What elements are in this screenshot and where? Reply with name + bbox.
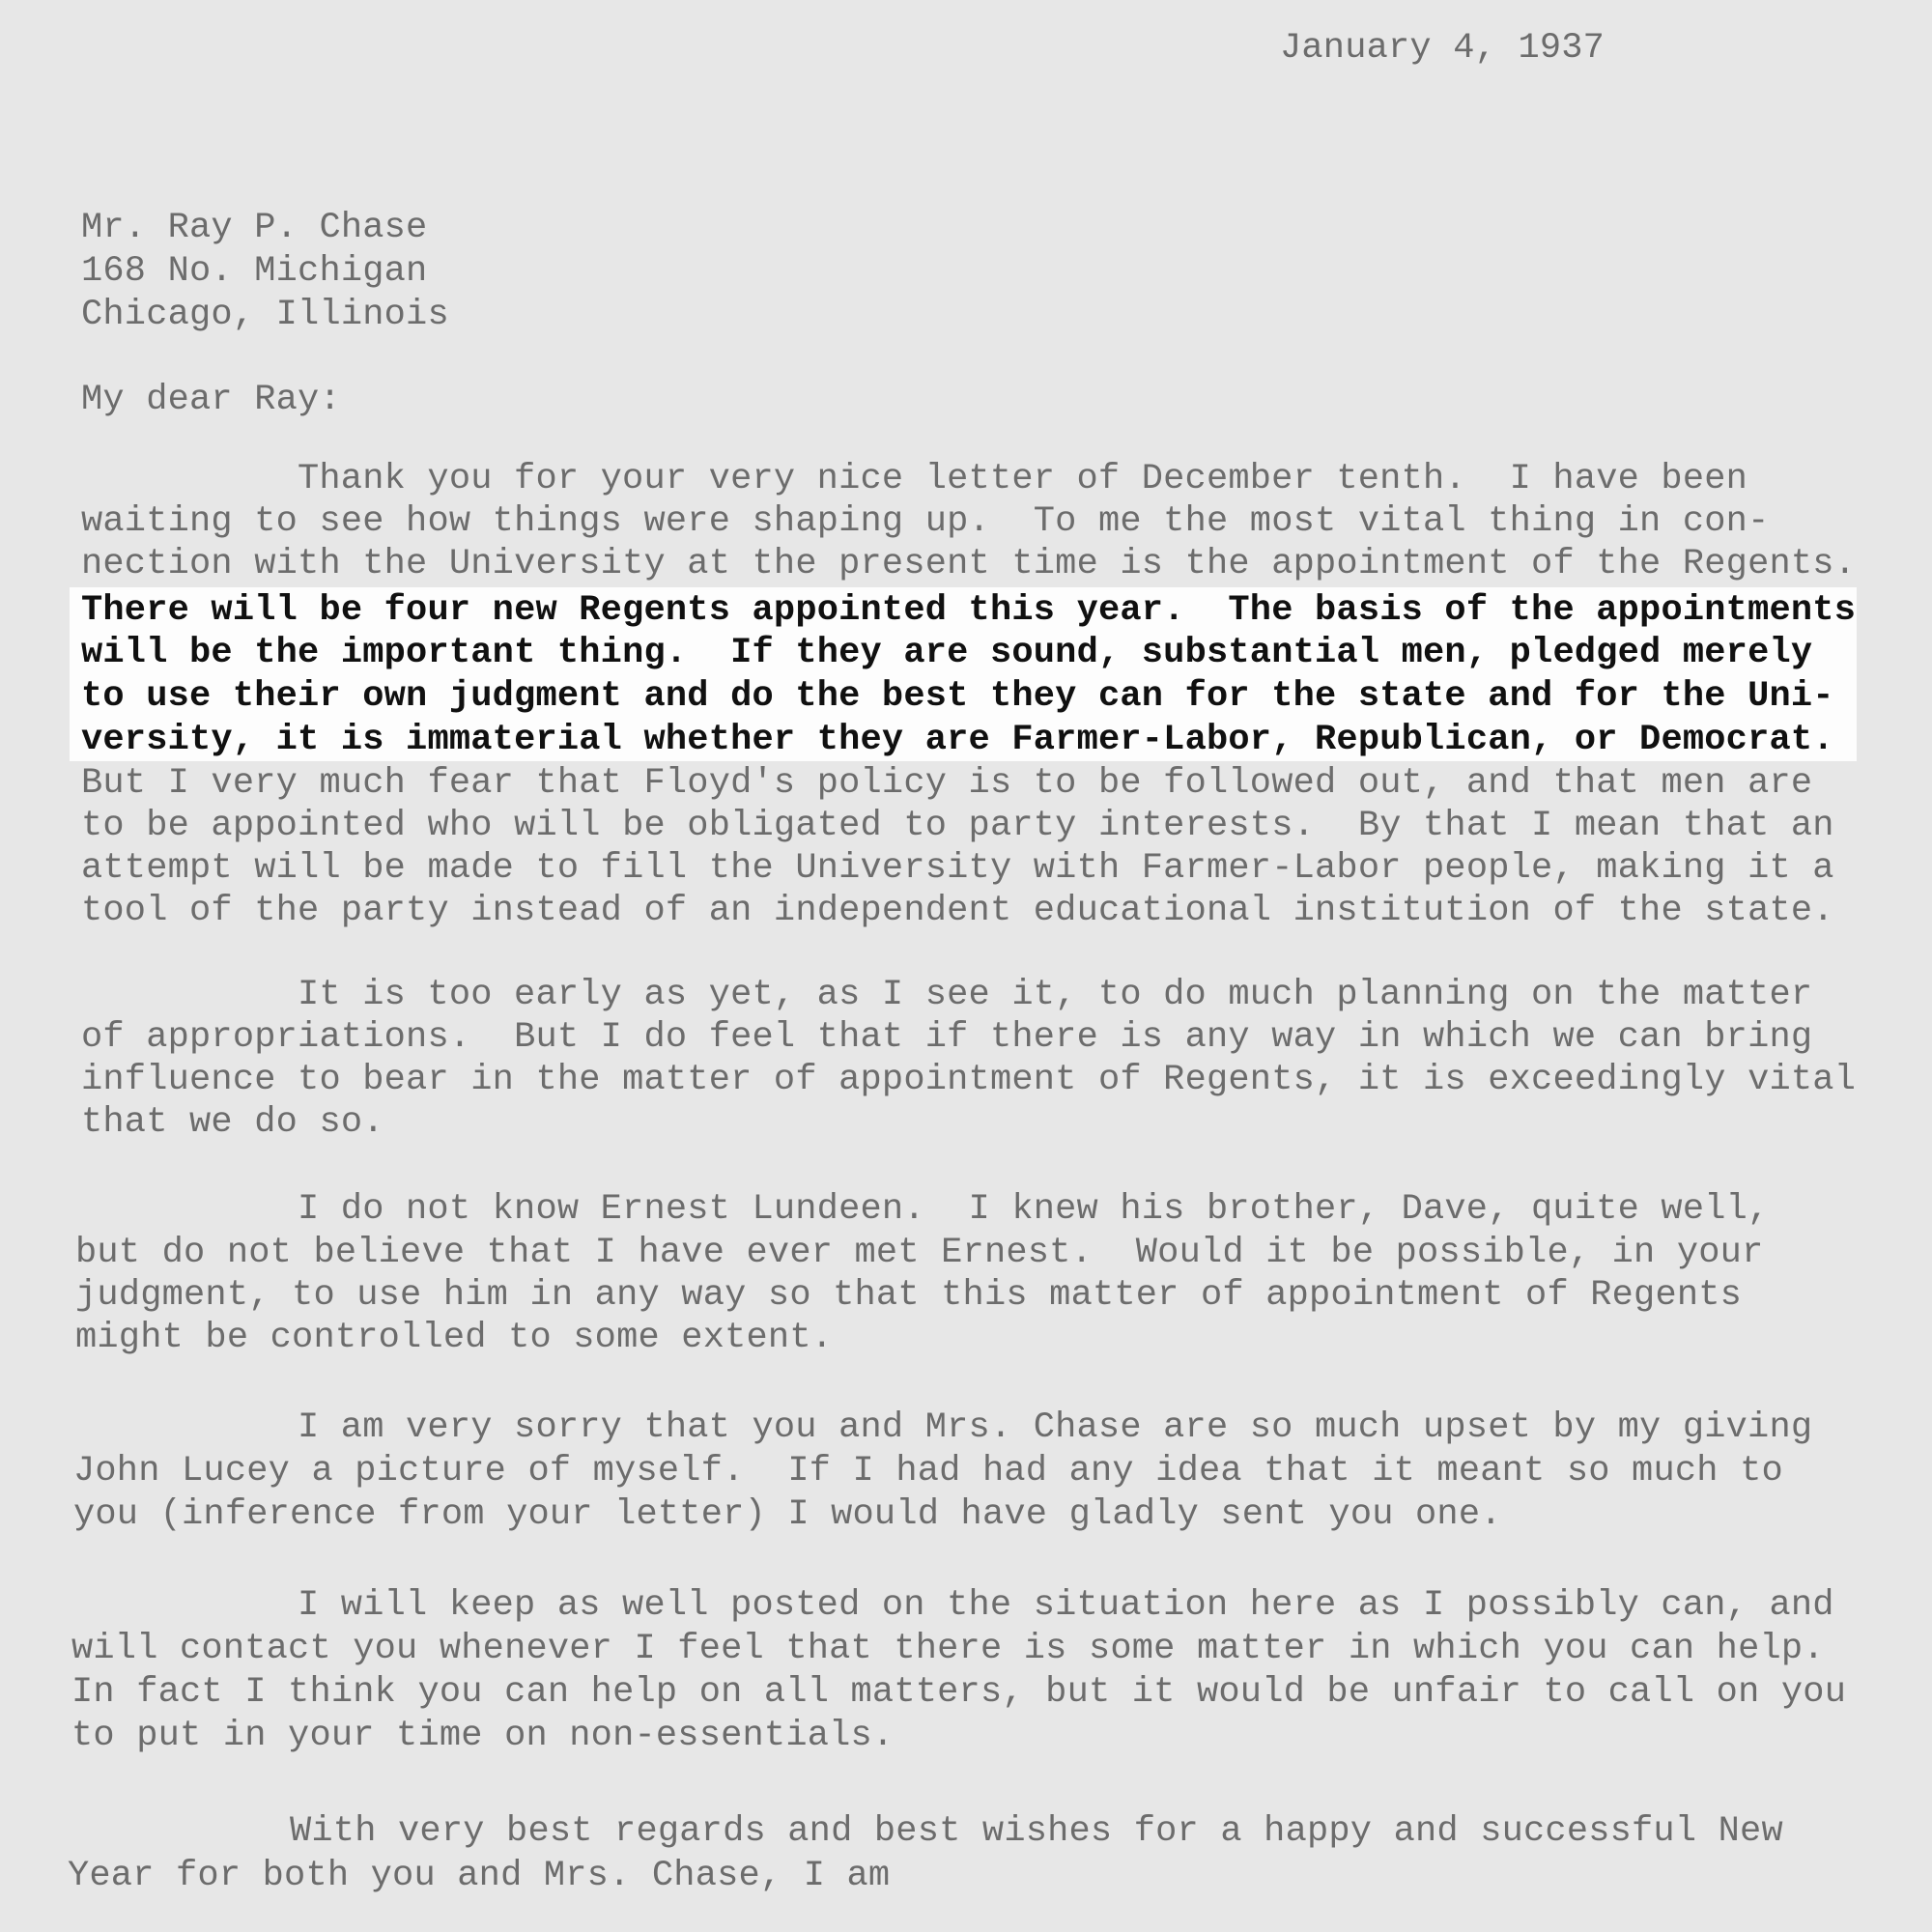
paragraph-line: I am very sorry that you and Mrs. Chase are so much upset by my giving	[298, 1407, 1813, 1448]
paragraph-line: attempt will be made to fill the University with Farmer-Labor people, making it a	[81, 848, 1834, 889]
paragraph-line: that we do so.	[81, 1102, 384, 1143]
address-line: Mr. Ray P. Chase	[81, 208, 428, 248]
paragraph-line: Year for both you and Mrs. Chase, I am	[68, 1856, 891, 1896]
paragraph-line: With very best regards and best wishes for a happy and successful New	[290, 1811, 1783, 1852]
paragraph-line: but do not believe that I have ever met Ernest. Would it be possible, in your	[75, 1233, 1764, 1273]
paragraph-line: It is too early as yet, as I see it, to do much planning on the matter	[298, 975, 1813, 1015]
paragraph-line: But I very much fear that Floyd's policy is to be followed out, and that men are	[81, 763, 1813, 804]
paragraph-line: waiting to see how things were shaping up. To me the most vital thing in con-	[81, 501, 1770, 542]
paragraph-line: I will keep as well posted on the situation here as I possibly can, and	[298, 1585, 1834, 1626]
paragraph-line: John Lucey a picture of myself. If I had had any idea that it meant so much to	[73, 1451, 1783, 1492]
paragraph-line: I do not know Ernest Lundeen. I knew his brother, Dave, quite well,	[298, 1189, 1770, 1230]
paragraph-line: of appropriations. But I do feel that if there is any way in which we can bring	[81, 1017, 1813, 1058]
letter-date: January 4, 1937	[1280, 28, 1605, 69]
paragraph-line: you (inference from your letter) I would have gladly sent you one.	[73, 1494, 1502, 1535]
paragraph-line: nection with the University at the present time is the appointment of the Regents.	[81, 544, 1857, 584]
paragraph-line: In fact I think you can help on all matters, but it would be unfair to call on you	[71, 1672, 1847, 1713]
paragraph-line: to be appointed who will be obligated to party interests. By that I mean that an	[81, 806, 1834, 846]
paragraph-line: to put in your time on non-essentials.	[71, 1716, 895, 1756]
paragraph-line: judgment, to use him in any way so that this matter of appointment of Regents	[75, 1275, 1743, 1316]
highlighted-line: will be the important thing. If they are sound, substantial men, pledged merely	[81, 633, 1813, 673]
address-line: 168 No. Michigan	[81, 251, 428, 292]
paragraph-line: might be controlled to some extent.	[75, 1318, 834, 1358]
paragraph-line: Thank you for your very nice letter of December tenth. I have been	[298, 459, 1748, 499]
salutation: My dear Ray:	[81, 380, 341, 420]
highlighted-line: There will be four new Regents appointed this year. The basis of the appointments	[81, 590, 1857, 631]
paragraph-line: will contact you whenever I feel that there is some matter in which you can help.	[71, 1629, 1825, 1669]
paragraph-line: influence to bear in the matter of appointment of Regents, it is exceedingly vital	[81, 1060, 1857, 1100]
address-line: Chicago, Illinois	[81, 295, 449, 335]
paragraph-line: tool of the party instead of an independent educational institution of the state.	[81, 891, 1834, 931]
highlighted-line: versity, it is immaterial whether they are Farmer-Labor, Republican, or Democrat.	[81, 720, 1834, 760]
highlighted-line: to use their own judgment and do the best they can for the state and for the Uni-	[81, 676, 1834, 717]
